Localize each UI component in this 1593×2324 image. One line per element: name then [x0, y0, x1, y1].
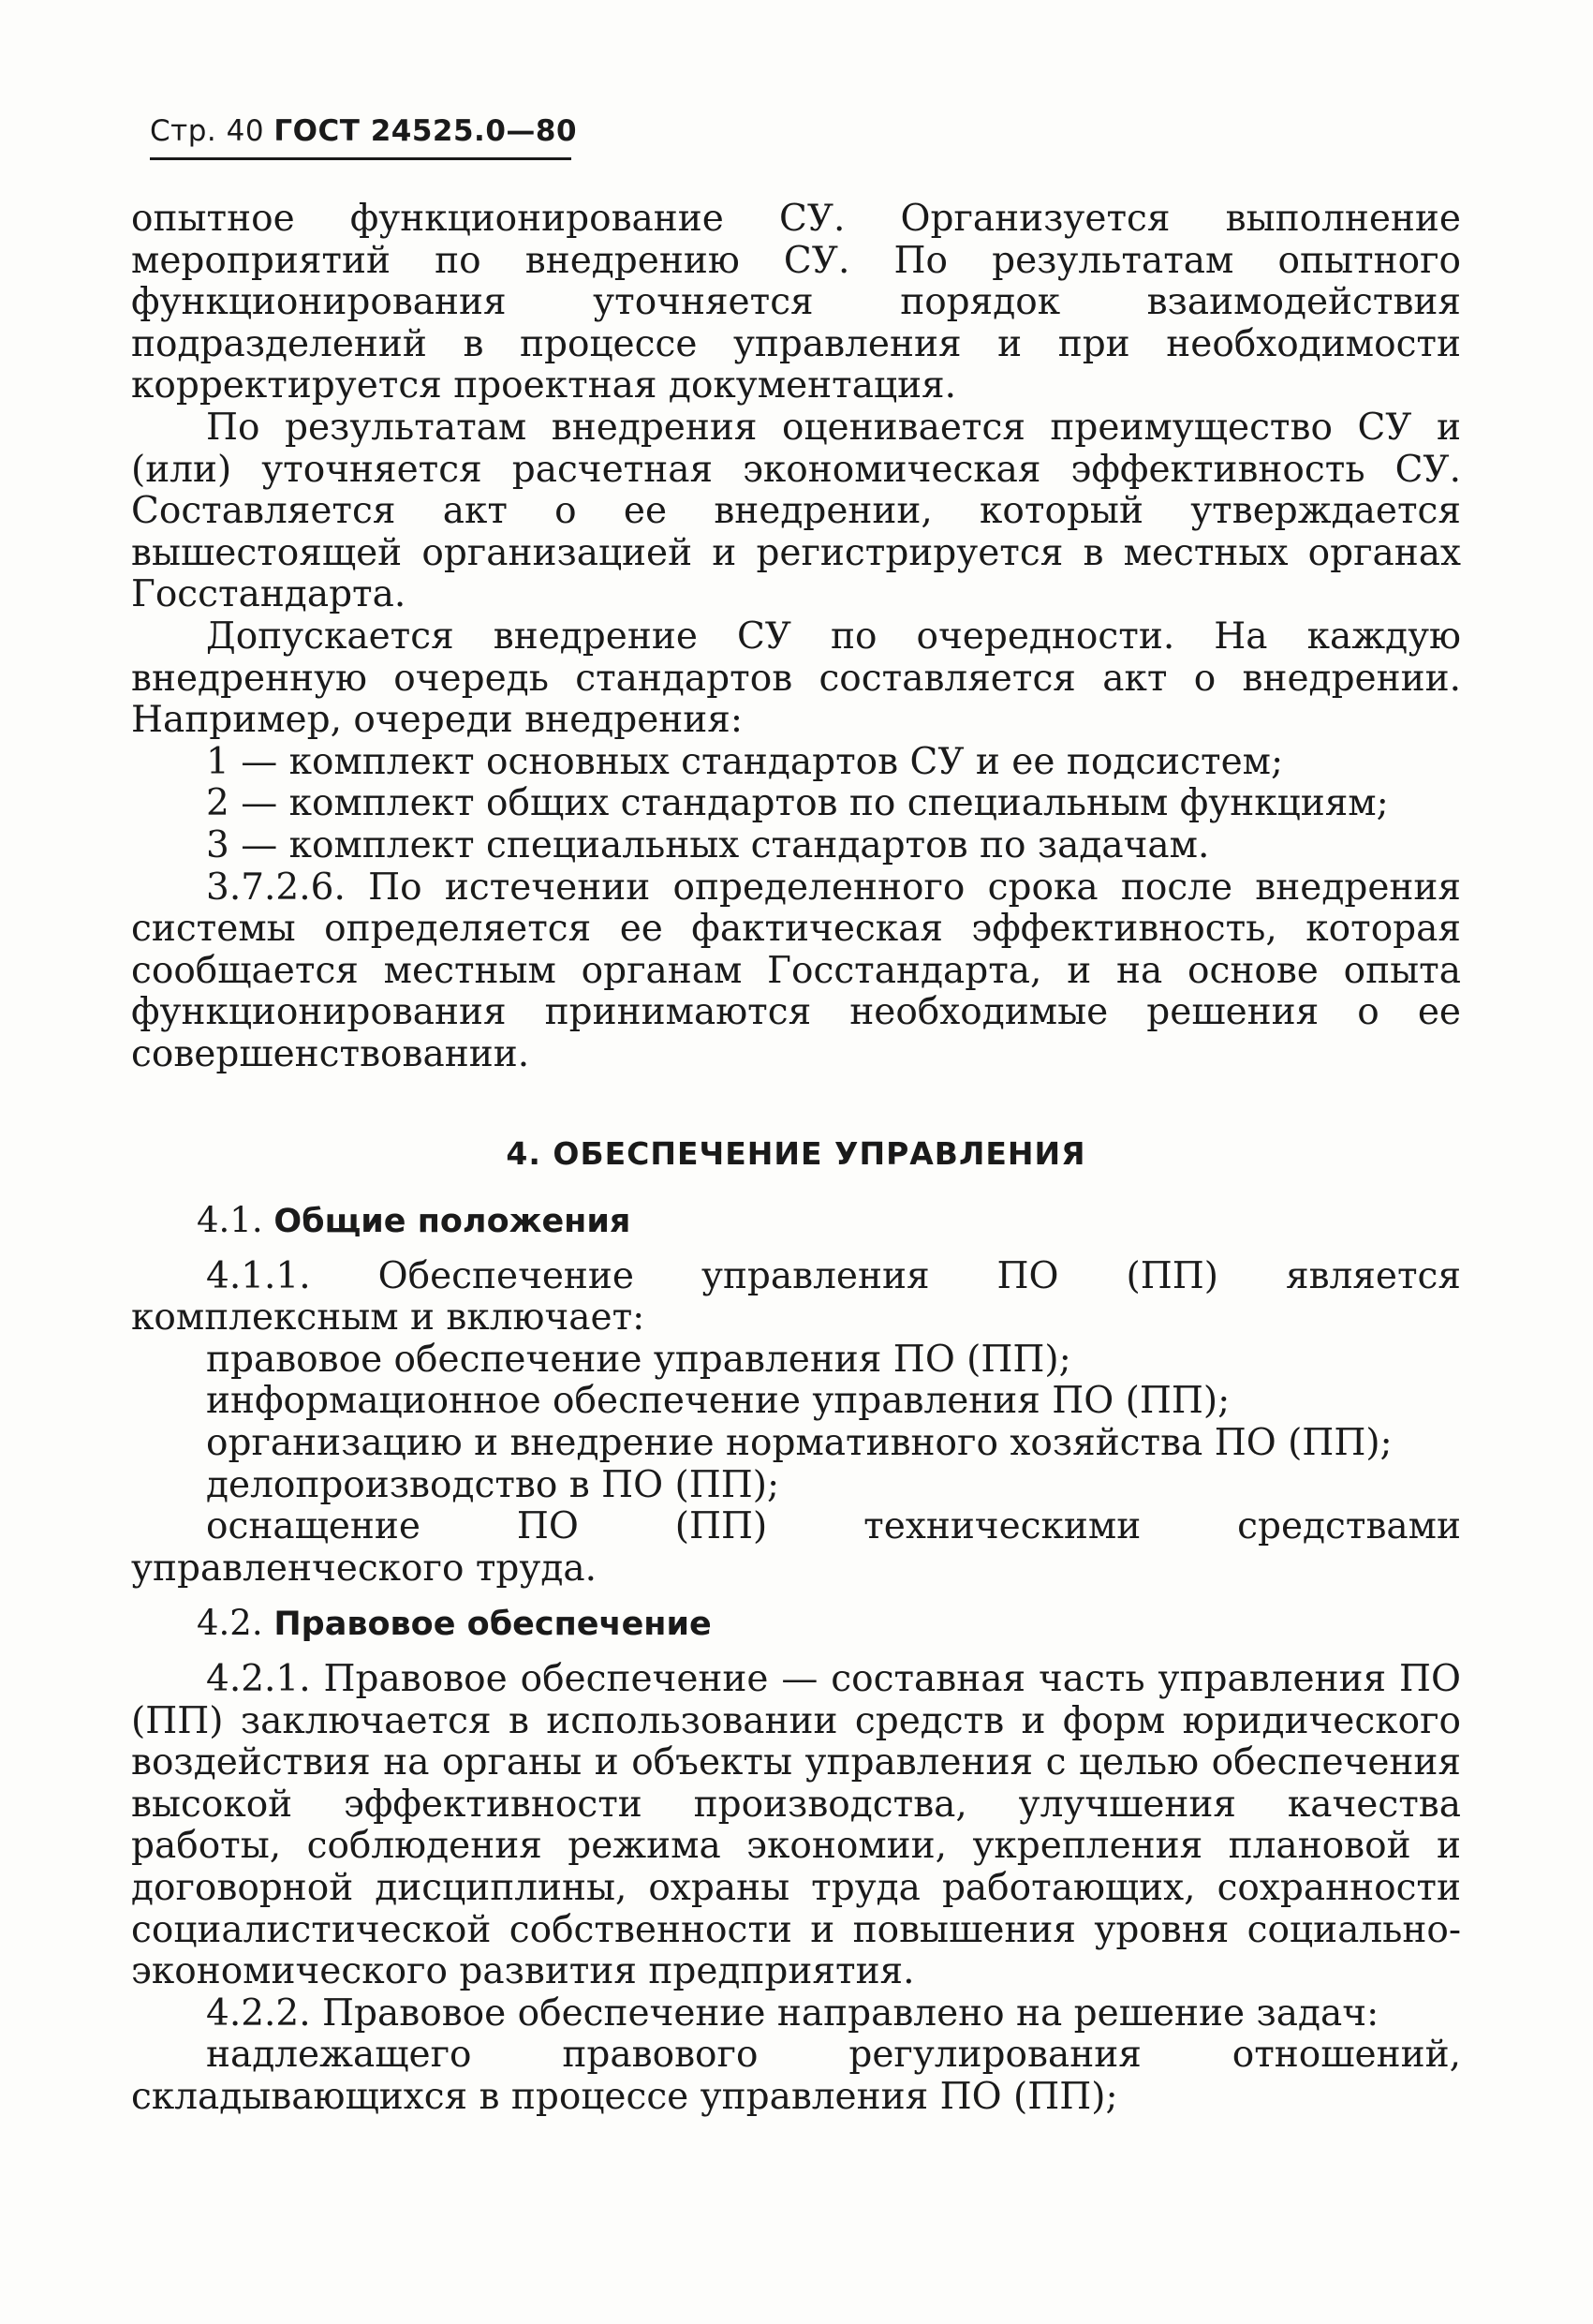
list-item-records: делопроизводство в ПО (ПП); — [206, 1463, 780, 1506]
paragraph-effectiveness: По результатам внедрения оценивается преимущество СУ и (или) уточняется расчетная экономическая эффективность СУ. Составляется акт о ее внедрении, который утверждается вышестоящей организацией и регистрируется в местных органах Госстандарта. — [131, 406, 1461, 616]
list-item-equipment: оснащение ПО (ПП) техническими средствами управленческого труда. — [131, 1505, 1461, 1590]
subsection-4-2-title: Правовое обеспечение — [273, 1606, 712, 1644]
queue-item-3: 3 — комплект специальных стандартов по задачам. — [206, 823, 1210, 866]
list-item-normative: организацию и внедрение нормативного хозяйства ПО (ПП); — [206, 1422, 1393, 1465]
page-label: Стр. 40 — [150, 114, 265, 148]
paragraph-queue-intro: Допускается внедрение СУ по очередности. На каждую внедренную очередь стандартов составляется акт о внедрении. Например, очереди внедрения: — [131, 614, 1461, 742]
subsection-4-1-title: Общие положения — [273, 1203, 631, 1241]
document-body — [131, 199, 1461, 2119]
subsection-4-2-number: 4.2. — [197, 1603, 263, 1644]
list-item-legal: правовое обеспечение управления ПО (ПП); — [206, 1338, 1071, 1381]
header-rule — [150, 157, 571, 160]
subsection-4-1-number: 4.1. — [197, 1200, 263, 1241]
subsection-4-2-heading — [131, 1603, 1461, 1646]
queue-item-2: 2 — комплект общих стандартов по специальным функциям; — [206, 782, 1389, 825]
queue-item-1: 1 — комплект основных стандартов СУ и ее подсистем; — [206, 740, 1284, 783]
paragraph-continuation: опытное функционирование СУ. Организуется выполнение мероприятий по внедрению СУ. По результатам опытного функционирования уточняется порядок взаимодействия подразделений в процессе управления и при необходимости корректируется проектная документация. — [131, 198, 1461, 407]
section-4-title: 4. ОБЕСПЕЧЕНИЕ УПРАВЛЕНИЯ — [506, 1135, 1086, 1173]
list-item-information: информационное обеспечение управления ПО (ПП); — [206, 1380, 1231, 1423]
clause-4-2-2-item-1: надлежащего правового регулирования отношений, складывающихся в процессе управления ПО (ПП); — [131, 2034, 1461, 2118]
subsection-4-1-heading — [131, 1200, 1461, 1243]
clause-3-7-2-6: 3.7.2.6. По истечении определенного срока после внедрения системы определяется ее фактическая эффективность, которая сообщается местным органам Госстандарта, и на основе опыта функционирования принимаются необходимые решения о ее совершенствовании. — [131, 866, 1461, 1075]
clause-4-2-1: 4.2.1. Правовое обеспечение — составная часть управления ПО (ПП) заключается в использовании средств и форм юридического воздействия на органы и объекты управления с целью обеспечения высокой эффективности производства, улучшения качества работы, соблюдения режима экономии, укрепления плановой и договорной дисциплины, охраны труда работающих, сохранности социалистической собственности и повышения уровня социально-экономического развития предприятия. — [131, 1658, 1461, 1993]
standard-number: ГОСТ 24525.0—80 — [273, 114, 578, 148]
clause-4-2-2: 4.2.2. Правовое обеспечение направлено на решение задач: — [206, 1991, 1379, 2035]
clause-4-1-1: 4.1.1. Обеспечение управления ПО (ПП) является комплексным и включает: — [131, 1254, 1461, 1340]
running-head — [150, 114, 577, 148]
